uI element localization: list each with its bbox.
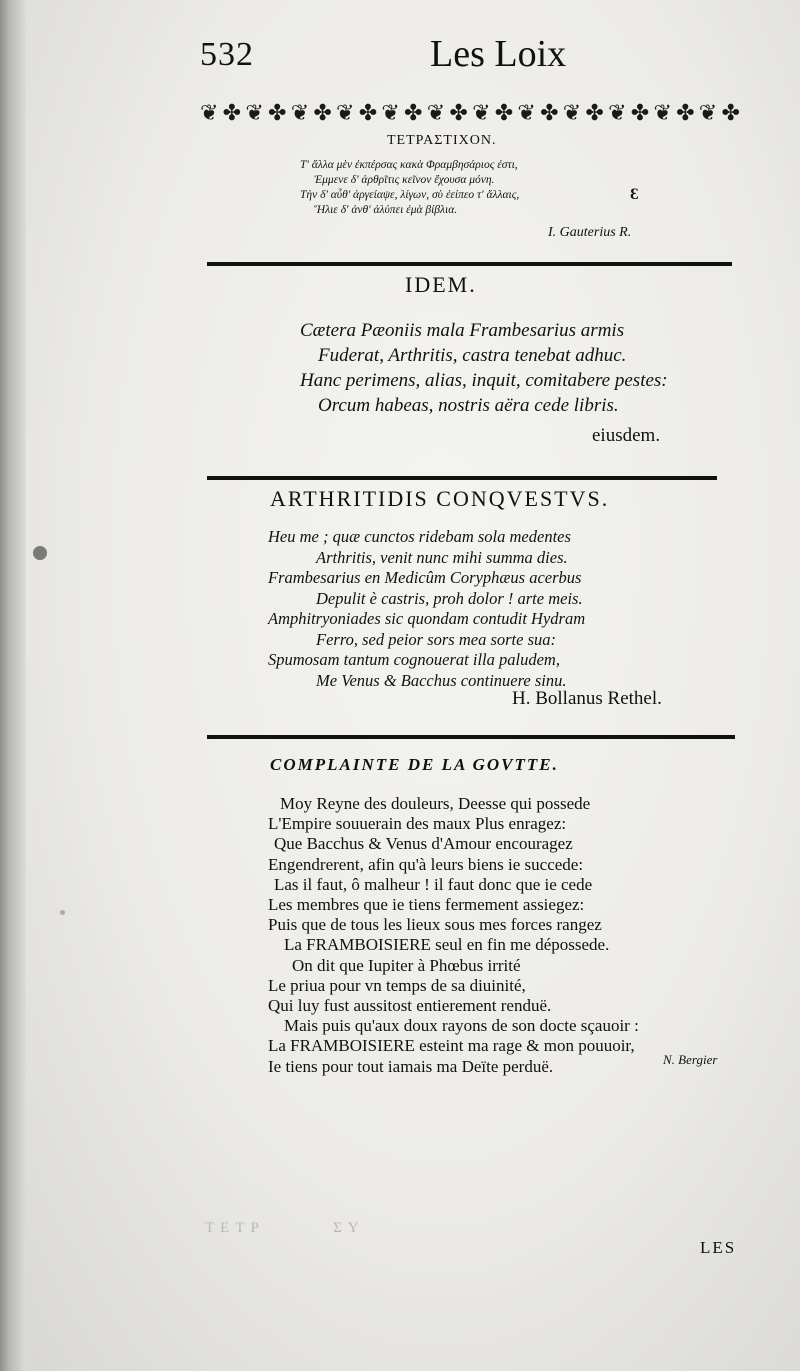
poem-line: Cætera Pæoniis mala Frambesarius armis (300, 320, 625, 341)
poem-line: Qui luy fust aussitost entierement renduë. (268, 996, 552, 1016)
poem-line: Ἥλιε δ' ἀνθ' ἀλύπει ἐμὰ βίβλια. (314, 204, 458, 216)
poem-line: La FRAMBOISIERE esteint ma rage & mon pouuoir, (268, 1036, 635, 1056)
poem-line: Τὴν δ' αὖθ' ἀργείαψε, λίγων, σὺ ἐείπεο τ' ἄλλαις, (300, 189, 520, 201)
show-through-text: ΤΕΤΡ ΣΥ (205, 1220, 365, 1236)
complainte-title: COMPLAINTE DE LA GOVTTE. (270, 755, 559, 774)
section-divider (207, 476, 717, 480)
idem-poem-signature: eiusdem. (592, 425, 661, 446)
poem-line: Que Bacchus & Venus d'Amour encouragez (274, 834, 573, 854)
arthritis-poem (268, 527, 585, 691)
page-header (200, 28, 760, 78)
fleuron-ornament-band: ❦ ✤ ❦ ✤ ❦ ✤ ❦ ✤ ❦ ✤ ❦ ✤ ❦ ✤ ❦ ✤ ❦ ✤ ❦ ✤ ❦ ✤ ❦ ✤ (200, 100, 740, 125)
poem-line: Arthritis, venit nunc mihi summa dies. (316, 547, 568, 567)
greek-poem (300, 158, 680, 218)
poem-line: Spumosam tantum cognouerat illa paludem, (268, 650, 560, 669)
greek-poem-signature: I. Gauterius R. (548, 225, 632, 240)
greek-poem-title: ΤΕΤΡΑΣΤΙΧΟΝ. (387, 133, 497, 148)
complainte-sonnet (268, 794, 639, 1077)
poem-line: Les membres que ie tiens fermement assiegez: (268, 895, 585, 915)
poem-line: Ie tiens pour tout iamais ma Deïte perduë. (268, 1056, 554, 1076)
poem-line: Ἐμμενε δ' ἀρθρῖτις κεῖνον ἔχουσα μόνη. (314, 174, 495, 186)
poem-line: Fuderat, Arthritis, castra tenebat adhuc. (318, 345, 627, 366)
poem-line: Me Venus & Bacchus continuere sinu. (316, 670, 567, 690)
poem-line: Las il faut, ô malheur ! il faut donc que ie cede (274, 874, 593, 894)
complainte-signature: N. Bergier (663, 1052, 718, 1067)
ink-blot (33, 546, 47, 560)
marginal-mark: Ɛ (630, 186, 639, 203)
poem-line: Ferro, sed peior sors mea sorte sua: (316, 629, 556, 649)
poem-line: Mais puis qu'aux doux rayons de son docte sçauoir : (284, 1016, 639, 1036)
poem-line: Amphitryoniades sic quondam contudit Hydram (268, 609, 586, 628)
poem-line: Le priua pour vn temps de sa diuinité, (268, 975, 526, 995)
poem-line: On dit que Iupiter à Phœbus irrité (292, 955, 521, 975)
arthritis-poem-signature: H. Bollanus Rethel. (512, 688, 662, 709)
binding-gutter (0, 0, 26, 1371)
poem-line: Heu me ; quæ cunctos ridebam sola medentes (268, 527, 571, 546)
idem-poem (300, 318, 668, 418)
poem-line: Moy Reyne des douleurs, Deesse qui possede (280, 794, 591, 813)
poem-line: L'Empire souuerain des maux Plus enragez: (268, 814, 567, 834)
running-title: Les Loix (430, 33, 567, 75)
page-number: 532 (200, 36, 254, 73)
idem-poem-title: IDEM. (405, 272, 477, 297)
section-divider (207, 262, 732, 266)
poem-line: La FRAMBOISIERE seul en fin me dépossede. (284, 935, 610, 955)
arthritis-poem-title: ARTHRITIDIS CONQVESTVS. (270, 486, 610, 511)
poem-line: Engendrerent, afin qu'à leurs biens ie succede: (268, 854, 584, 874)
poem-line: Puis que de tous les lieux sous mes forces rangez (268, 915, 602, 935)
poem-line: Τ' ἄλλα μὲν ἐκπέρσας κακὰ Φραμβησάριος ἐστι, (300, 159, 518, 171)
section-divider (207, 735, 735, 739)
poem-line: Depulit è castris, proh dolor ! arte meis. (316, 588, 583, 608)
poem-line: Frambesarius en Medicûm Coryphæus acerbus (268, 568, 582, 587)
ink-blot (60, 910, 65, 915)
poem-line: Orcum habeas, nostris aëra cede libris. (318, 395, 619, 416)
catchword: LES (700, 1238, 737, 1257)
poem-line: Hanc perimens, alias, inquit, comitabere pestes: (300, 370, 668, 391)
